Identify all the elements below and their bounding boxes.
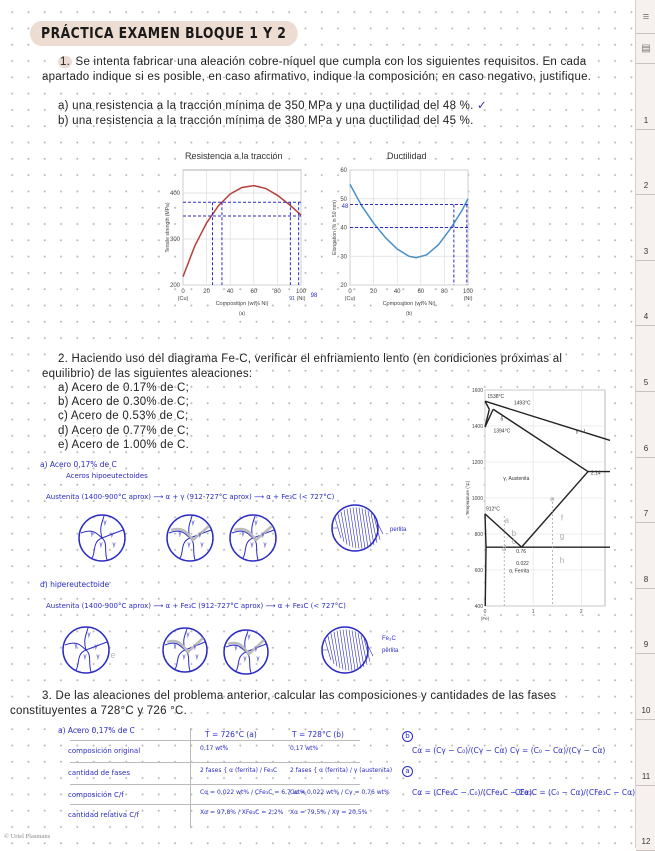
y-tick-label: 1600 bbox=[471, 388, 483, 394]
y-tick-label: 1000 bbox=[471, 496, 483, 502]
page-tab-1[interactable] bbox=[636, 64, 655, 130]
x-tick-label: 0 bbox=[348, 289, 352, 295]
table-row-label: cantidad de fases bbox=[68, 769, 130, 777]
alloy-item: a) Acero de 0.17% de C; bbox=[58, 382, 190, 394]
chart-title-ductility: Ductilidad bbox=[387, 151, 427, 161]
gamma-label: γ bbox=[186, 632, 190, 638]
note-d-title: d) hipereutectoide bbox=[40, 580, 110, 589]
label-c076: 0.76 bbox=[516, 548, 527, 555]
page-tab-6[interactable] bbox=[636, 392, 655, 458]
table-rule bbox=[70, 740, 360, 741]
x-tick-label: 0 bbox=[181, 289, 185, 295]
y-tick-label: 30 bbox=[340, 254, 347, 261]
page-tab-9[interactable] bbox=[636, 589, 655, 655]
page-tab-label: 2 bbox=[643, 181, 649, 191]
y-tick-label: 60 bbox=[340, 168, 347, 174]
gamma-label: γ bbox=[94, 644, 98, 650]
gamma-label: γ bbox=[191, 520, 195, 526]
label-t1538: 1538°C bbox=[487, 394, 505, 401]
page-tab-label: 8 bbox=[643, 574, 649, 584]
gamma-label: γ bbox=[254, 520, 258, 526]
x-tick-label: 20 bbox=[370, 289, 377, 295]
annotation-48: 48 bbox=[341, 204, 349, 210]
table-divider bbox=[190, 728, 191, 828]
document-icon: ▤ bbox=[641, 43, 651, 54]
table-cell: 2 fases { α (ferrita) / Fe₃C bbox=[200, 767, 278, 774]
pages-button[interactable] bbox=[636, 34, 655, 64]
sketch-d2 bbox=[163, 628, 207, 672]
gamma-label: γ bbox=[96, 654, 100, 660]
x-tick-label: 80 bbox=[274, 289, 281, 295]
y-tick-label: 1200 bbox=[471, 460, 483, 466]
copyright-footer: © Uriel Plasmans bbox=[4, 833, 51, 840]
pencil-letter: e bbox=[550, 494, 555, 504]
check-mark-icon: ✓ bbox=[477, 100, 487, 112]
formula-b1: Cα = (Cγ − C₀)/(Cγ − Cα) bbox=[412, 746, 508, 755]
sketch-a4 bbox=[332, 505, 383, 551]
question-2 bbox=[42, 352, 602, 382]
question-1a bbox=[58, 99, 487, 114]
x-fe-label: (Fe) bbox=[480, 616, 490, 621]
page-tab-11[interactable] bbox=[636, 720, 655, 786]
label-delta: δ bbox=[500, 416, 504, 423]
pencil-letter: g bbox=[559, 531, 565, 541]
table-cell: Cα = 0,022 wt% / Cγ = 0,76 wt% bbox=[290, 789, 390, 796]
gamma-label: γ bbox=[187, 542, 191, 548]
pencil-letter: h bbox=[559, 555, 565, 565]
formula-b2: Cγ = (C₀ − Cα)/(Cγ − Cα) bbox=[510, 746, 606, 755]
y-axis-label: Tensile strength (MPa) bbox=[165, 202, 171, 253]
sketch-a3 bbox=[230, 515, 276, 561]
microstructure-sketches bbox=[0, 500, 460, 690]
page-tab-label: 9 bbox=[643, 640, 649, 650]
table-row-label: composición original bbox=[68, 747, 141, 755]
x-tick-label: 0 bbox=[483, 609, 487, 615]
question-1-text: Se intenta fabricar una aleación cobre-níquel que cumpla con los siguientes requisitos. En cada apartado indique si es posible, en caso afirmativo, indique la composición; en caso negativo, justifique. bbox=[42, 56, 592, 83]
page-title: PRÁCTICA EXAMEN BLOQUE 1 Y 2 bbox=[30, 21, 297, 46]
page-tab-label: 11 bbox=[641, 771, 651, 781]
x-tick-label: 40 bbox=[226, 289, 234, 295]
page-tab-8[interactable] bbox=[636, 523, 655, 589]
table-head-728: T = 728°C (b) bbox=[292, 730, 344, 739]
y-tick-label: 40 bbox=[340, 225, 347, 232]
grain-boundary bbox=[65, 628, 107, 672]
page-sidebar bbox=[635, 0, 655, 848]
label-c214: 2.14 bbox=[590, 470, 601, 477]
gamma-label: γ bbox=[250, 542, 254, 548]
x-axis-label: Composition (wt% Ni) bbox=[215, 301, 269, 307]
x-tick-label: 20 bbox=[203, 289, 210, 295]
annotation-91: 91 bbox=[289, 296, 295, 302]
table-rule bbox=[70, 762, 360, 763]
gamma-label: γ bbox=[87, 632, 91, 638]
table-row-label: composición C/f bbox=[68, 791, 124, 799]
pencil-letter: e bbox=[110, 650, 116, 660]
composition-charts bbox=[160, 160, 500, 320]
gamma-label: γ bbox=[99, 542, 103, 548]
page-tab-7[interactable] bbox=[636, 458, 655, 524]
question-number: 1. bbox=[60, 56, 71, 68]
y-tick-label: 1400 bbox=[471, 424, 483, 430]
chart-caption: (a) bbox=[238, 311, 246, 317]
table-cell: 2 fases { α (ferrita) / γ (austenita) bbox=[290, 767, 393, 774]
x-tick-label: 2 bbox=[579, 609, 583, 615]
gamma-label: γ bbox=[178, 531, 182, 537]
gamma-label: γ bbox=[256, 656, 260, 662]
page-tab-3[interactable] bbox=[636, 195, 655, 261]
gamma-label: γ bbox=[261, 532, 265, 538]
note-a-sequence: Austenita (1400-900°C aprox) ⟶ α + γ (912-727°C aprox) ⟶ α + Fe₃C (< 727°C) bbox=[46, 493, 335, 501]
page-tab-12[interactable] bbox=[636, 786, 655, 851]
x-tick-label: 100 bbox=[295, 289, 307, 295]
label-t1493: 1493°C bbox=[513, 400, 531, 407]
x-tick-label: 1 bbox=[531, 609, 535, 615]
gamma-label: γ bbox=[234, 645, 238, 651]
question-2-text: 2. Haciendo uso del diagrama Fe-C, verificar el enfriamiento lento (en condiciones próximas al equilibrio) de las siguientes aleaciones: bbox=[42, 353, 563, 380]
page-tab-label: 5 bbox=[643, 377, 649, 387]
y-tick-label: 400 bbox=[474, 604, 483, 610]
sketch-d1 bbox=[63, 627, 109, 673]
y-tick-label: 200 bbox=[169, 283, 180, 289]
label-ferr: α, Ferrita bbox=[509, 568, 530, 575]
y-tick-label: 20 bbox=[340, 283, 347, 289]
x-tick-label: 60 bbox=[417, 289, 425, 295]
table-rule bbox=[70, 804, 360, 805]
y-tick-label: 300 bbox=[169, 237, 180, 243]
table-cell: Xα = 97,8% / XFe₃C = 2,2% bbox=[200, 809, 284, 816]
menu-icon: ≡ bbox=[642, 10, 650, 23]
menu-button[interactable] bbox=[636, 0, 655, 34]
formula-a2: CFe₃C = (C₀ − Cα)/(CFe₃C − Cα) bbox=[515, 788, 635, 797]
gamma-label: γ bbox=[241, 531, 245, 537]
perlita-label: perlita bbox=[382, 648, 399, 654]
question-3-text: 3. De las aleaciones del problema anterior, calcular las composiciones y cantidades de las fases constituyentes a 728°C y 726 °C. bbox=[10, 690, 557, 717]
gamma-label: γ bbox=[200, 542, 204, 548]
sketch-a2 bbox=[167, 515, 213, 561]
y-tick-label: 600 bbox=[474, 568, 483, 574]
note-d-sequence: Austenita (1400-900°C aprox) ⟶ α + Fe₃C (912-727°C aprox) ⟶ α + Fe₃C (< 727°C) bbox=[46, 602, 346, 610]
question-1b: b) una resistencia a la tracción mínima de 380 MPa y una ductilidad del 45 %. bbox=[58, 115, 474, 127]
page-tab-label: 4 bbox=[643, 312, 649, 322]
gamma-label: γ bbox=[193, 644, 197, 650]
page-tab-label: 10 bbox=[641, 705, 651, 715]
alloy-item: b) Acero de 0.30% de C; bbox=[58, 396, 190, 409]
page-tab-10[interactable] bbox=[636, 654, 655, 720]
gamma-label: γ bbox=[90, 531, 94, 537]
grain-boundary bbox=[81, 516, 123, 560]
annotation-98: 98 bbox=[310, 293, 318, 299]
formula-a-label: a bbox=[402, 766, 413, 777]
label-gl: γ + L bbox=[575, 429, 587, 436]
page-tab-5[interactable] bbox=[636, 326, 655, 392]
perlita-label: perlita bbox=[390, 527, 407, 533]
page-tab-4[interactable] bbox=[636, 261, 655, 327]
note-a-subtitle: Aceros hipoeutectoides bbox=[66, 472, 148, 480]
x-tick-label: 60 bbox=[250, 289, 258, 295]
table-head-alloy: a) Acero 0,17% de C bbox=[58, 726, 135, 735]
label-t1394: 1394°C bbox=[493, 428, 511, 435]
gamma-label: γ bbox=[173, 643, 177, 649]
page-tab-label: 6 bbox=[643, 443, 649, 453]
page-tab-2[interactable] bbox=[636, 130, 655, 196]
x-tick-label: 40 bbox=[393, 289, 401, 295]
gamma-label: γ bbox=[83, 654, 87, 660]
table-cell: 0,17 wt% bbox=[290, 745, 319, 752]
sketch-a1 bbox=[79, 515, 125, 561]
gamma-label: γ bbox=[243, 656, 247, 662]
gamma-label: γ bbox=[195, 654, 199, 660]
gamma-label: γ bbox=[182, 654, 186, 660]
alloy-item: e) Acero de 1.00% de C. bbox=[58, 438, 190, 451]
x-end-label: (Ni) bbox=[296, 296, 306, 302]
formula-a1: Cα = (CFe₃C − C₀)/(CFe₃C − Cα) bbox=[412, 788, 532, 797]
sketch-d3 bbox=[224, 630, 268, 674]
pencil-letter: d bbox=[502, 544, 507, 554]
chart-caption: (b) bbox=[405, 311, 413, 317]
x-tick-label: 80 bbox=[441, 289, 448, 295]
label-aust: γ, Austenita bbox=[503, 476, 530, 482]
table-cell: Cα = 0,022 wt% / CFe₃C = 6,7 wt% bbox=[200, 789, 306, 796]
question-2-items bbox=[58, 381, 189, 452]
page-tab-label: 1 bbox=[643, 115, 649, 125]
gamma-label: γ bbox=[112, 542, 116, 548]
pencil-letter: f bbox=[560, 513, 564, 523]
fe3c-label: Fe₃C bbox=[382, 636, 396, 642]
y-tick-label: 50 bbox=[340, 196, 347, 203]
gamma-label: γ bbox=[74, 643, 78, 649]
x-end-label: (Ni) bbox=[463, 296, 473, 302]
alloy-item: d) Acero de 0.77% de C; bbox=[58, 424, 190, 437]
pencil-letter: c bbox=[511, 536, 516, 546]
gamma-label: γ bbox=[254, 646, 258, 652]
table-cell: 0,17 wt% bbox=[200, 745, 229, 752]
question-1 bbox=[42, 55, 602, 85]
label-t912: 912°C bbox=[485, 506, 500, 513]
y-axis-label: Temperature (°C) bbox=[465, 480, 470, 516]
question-3 bbox=[10, 689, 600, 719]
x-end-label: (Cu) bbox=[344, 296, 356, 302]
pencil-letter: b bbox=[511, 528, 517, 538]
gamma-label: γ bbox=[263, 542, 267, 548]
fe-c-phase-diagram bbox=[455, 384, 610, 624]
table-cell: Xα = 79,5% / Xγ = 20,5% bbox=[290, 809, 368, 816]
sketch-d4 bbox=[322, 627, 373, 673]
page-tab-label: 12 bbox=[641, 837, 651, 847]
table-row-label: cantidad relativa C/f bbox=[68, 811, 139, 819]
chart-title-tensile: Resistencia a la tracción bbox=[185, 151, 283, 161]
note-a-title: a) Acero 0,17% de C bbox=[40, 460, 117, 469]
phase-boundary bbox=[485, 547, 486, 606]
y-axis-label: Elongation (% in 50 mm) bbox=[332, 200, 338, 255]
label-c0022: 0.022 bbox=[516, 560, 529, 567]
table-rule bbox=[70, 784, 360, 785]
gamma-label: γ bbox=[198, 532, 202, 538]
alloy-item: c) Acero de 0.53% de C; bbox=[58, 410, 189, 423]
x-end-label: (Cu) bbox=[177, 296, 189, 302]
x-tick-label: 100 bbox=[462, 289, 474, 295]
y-tick-label: 400 bbox=[169, 191, 180, 197]
table-head-726: T = 726°C (a) bbox=[205, 730, 257, 739]
gamma-label: γ bbox=[103, 520, 107, 526]
x-axis-label: Composition (wt% Ni) bbox=[382, 301, 436, 307]
pencil-letter: a bbox=[504, 516, 509, 526]
gamma-label: γ bbox=[110, 532, 114, 538]
page-tab-label: 7 bbox=[643, 509, 649, 519]
formula-b-label: b bbox=[402, 731, 413, 742]
gamma-label: γ bbox=[247, 634, 251, 640]
page-tab-label: 3 bbox=[643, 246, 649, 256]
y-tick-label: 800 bbox=[474, 532, 483, 538]
question-1a-text: a) una resistencia a la tracción mínima de 350 MPa y una ductilidad del 48 %. bbox=[58, 100, 474, 112]
